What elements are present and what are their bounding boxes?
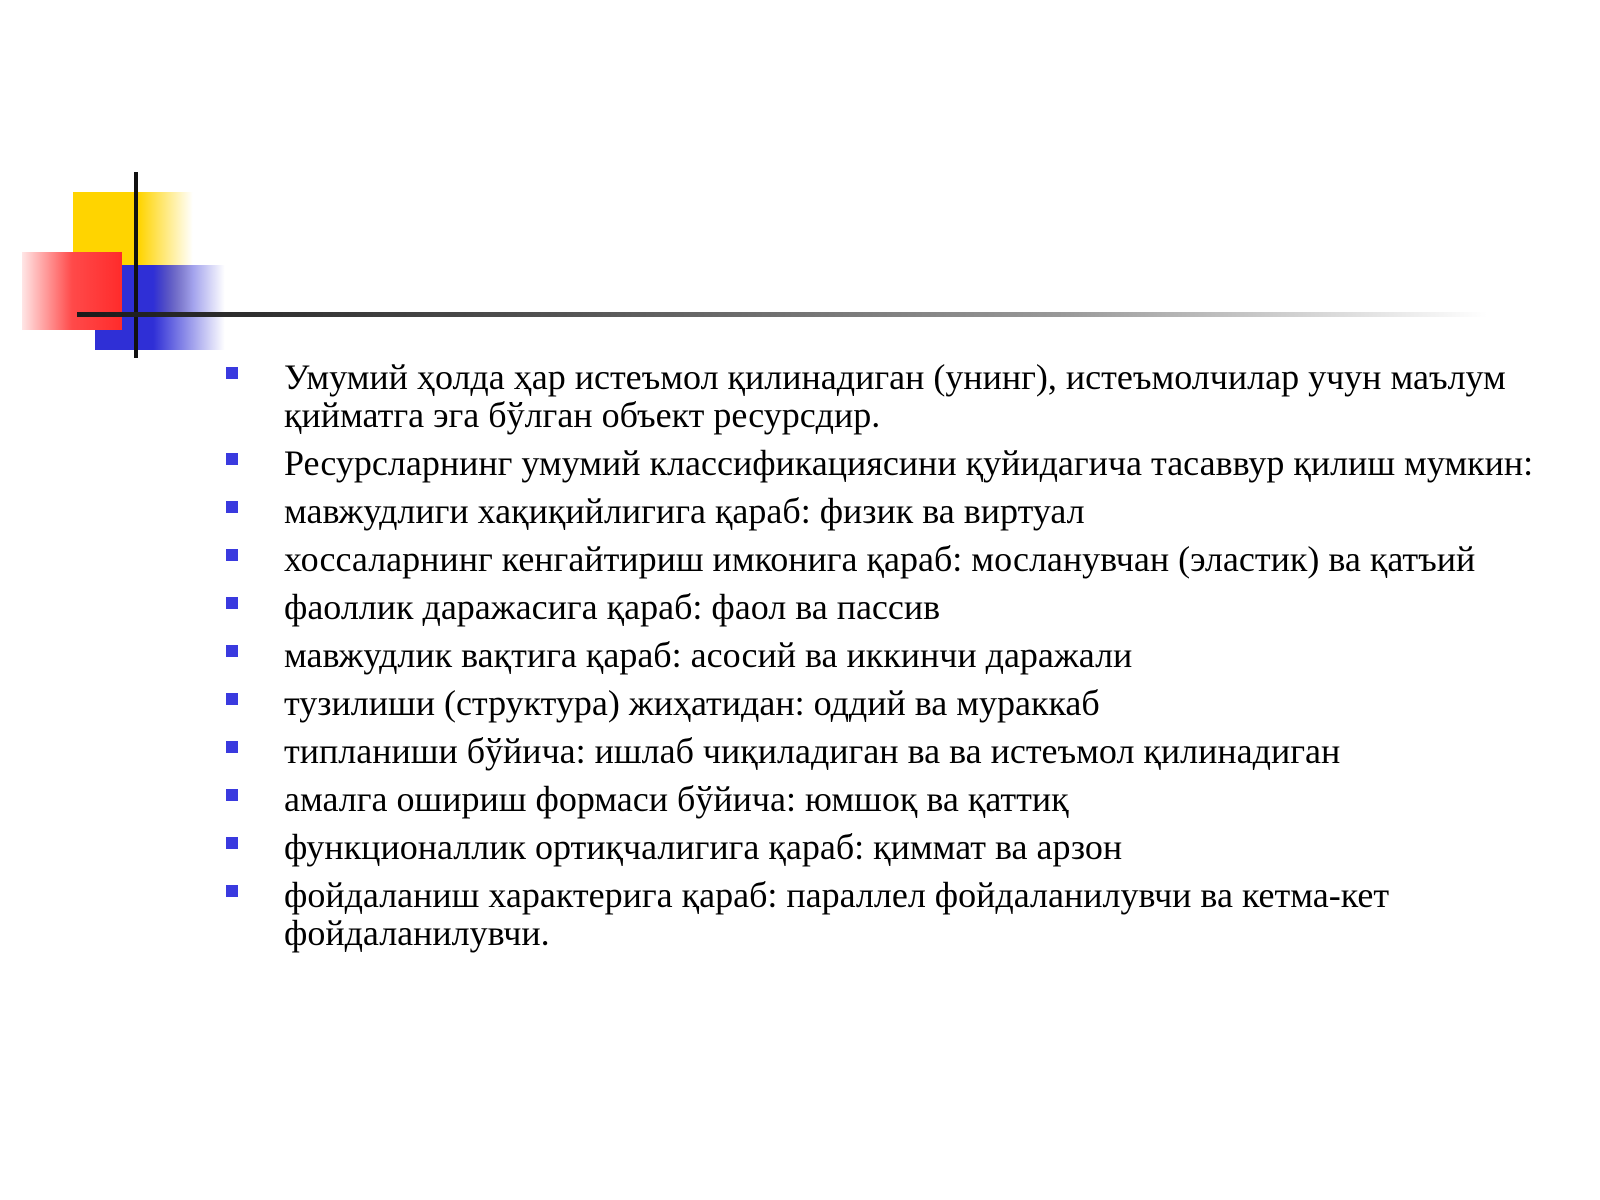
square-bullet-icon bbox=[226, 597, 238, 609]
bullet-item bbox=[222, 876, 1542, 952]
bullet-item bbox=[222, 444, 1542, 482]
bullet-text: мавжудлиги хақиқийлигига қараб: физик ва виртуал bbox=[284, 491, 1085, 531]
bullet-text: мавжудлик вақтига қараб: асосий ва иккинчи даражали bbox=[284, 635, 1133, 675]
bullet-item bbox=[222, 492, 1542, 530]
bullet-item bbox=[222, 358, 1542, 434]
square-bullet-icon bbox=[226, 885, 238, 897]
bullet-item bbox=[222, 828, 1542, 866]
vertical-rule bbox=[134, 172, 138, 358]
bullet-text: тузилиши (структура) жиҳатидан: оддий ва мураккаб bbox=[284, 683, 1100, 723]
bullet-text: Ресурсларнинг умумий классификациясини қуйидагича тасаввур қилиш мумкин: bbox=[284, 443, 1534, 483]
bullet-item bbox=[222, 540, 1542, 578]
horizontal-rule bbox=[77, 312, 1487, 317]
bullet-text: Умумий ҳолда ҳар истеъмол қилинадиган (унинг), истеъмолчилар учун маълум қийматга эга бўлган объект ресурсдир. bbox=[284, 357, 1506, 435]
square-bullet-icon bbox=[226, 693, 238, 705]
square-bullet-icon bbox=[226, 367, 238, 379]
bullet-item bbox=[222, 684, 1542, 722]
bullet-list bbox=[222, 358, 1542, 962]
square-bullet-icon bbox=[226, 789, 238, 801]
bullet-item bbox=[222, 636, 1542, 674]
square-bullet-icon bbox=[226, 837, 238, 849]
square-bullet-icon bbox=[226, 549, 238, 561]
bullet-text: хоссаларнинг кенгайтириш имконига қараб: мосланувчан (эластик) ва қатъий bbox=[284, 539, 1476, 579]
bullet-text: типланиши бўйича: ишлаб чиқиладиган ва ва истеъмол қилинадиган bbox=[284, 731, 1341, 771]
square-bullet-icon bbox=[226, 453, 238, 465]
square-bullet-icon bbox=[226, 645, 238, 657]
bullet-item bbox=[222, 588, 1542, 626]
bullet-text: амалга ошириш формаси бўйича: юмшоқ ва қаттиқ bbox=[284, 779, 1069, 819]
bullet-text: фойдаланиш характерига қараб: параллел фойдаланилувчи ва кетма-кет фойдаланилувчи. bbox=[284, 875, 1390, 953]
square-bullet-icon bbox=[226, 741, 238, 753]
red-square-decoration bbox=[22, 252, 122, 330]
bullet-text: функционаллик ортиқчалигига қараб: қиммат ва арзон bbox=[284, 827, 1123, 867]
bullet-item bbox=[222, 732, 1542, 770]
bullet-text: фаоллик даражасига қараб: фаол ва пассив bbox=[284, 587, 941, 627]
square-bullet-icon bbox=[226, 501, 238, 513]
bullet-item bbox=[222, 780, 1542, 818]
